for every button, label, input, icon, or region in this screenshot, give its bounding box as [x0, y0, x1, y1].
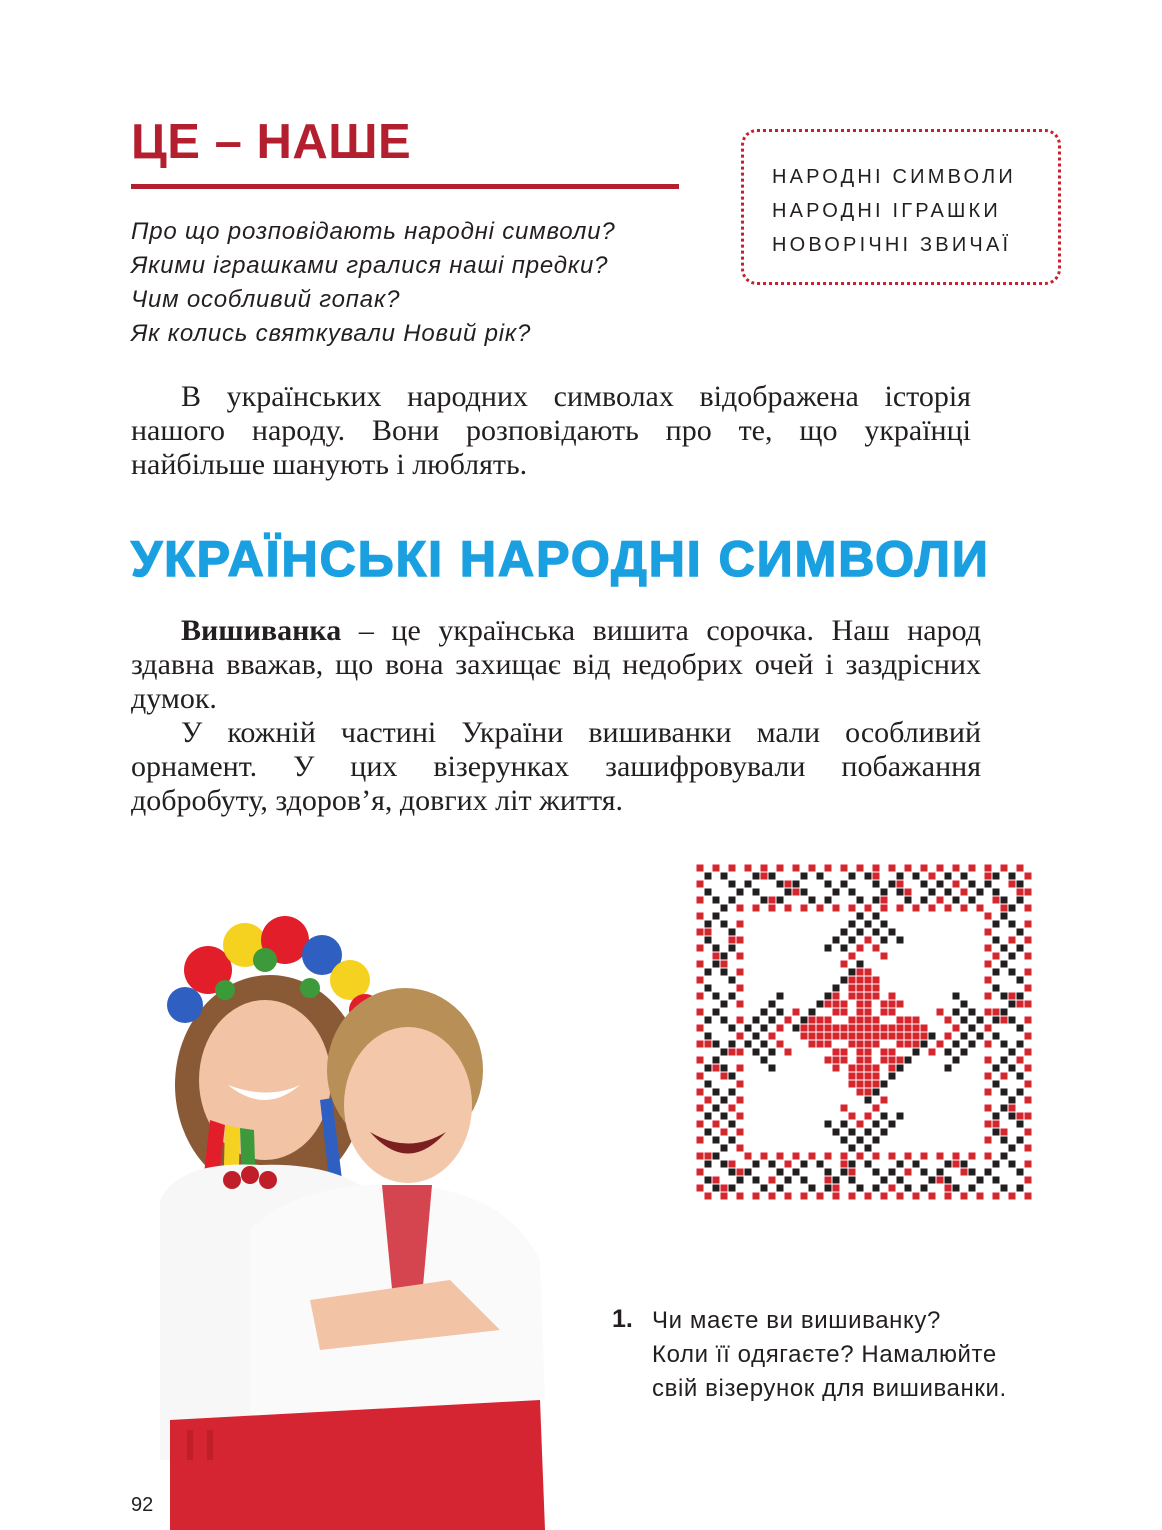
- vyshyvanka-definition: – це українська вишита сорочка. Наш народ здавна вважав, що вона захищає від недобрих очей і заздрісних думок.: [131, 614, 981, 715]
- question-item: Про що розповідають народні символи?: [131, 218, 616, 245]
- children-in-vyshyvanka-photo: [150, 900, 550, 1530]
- ornament-text: У кожній частині України вишиванки мали особливий орнамент. У цих візерунках зашифровували побажання добробуту, здоров’я, довгих літ життя.: [131, 716, 981, 817]
- intro-paragraph: [131, 380, 971, 482]
- question-item: Як колись святкували Новий рік?: [131, 320, 532, 347]
- task-line: Чи маєте ви вишиванку?: [652, 1307, 941, 1334]
- vyshyvanka-term: Вишиванка: [181, 614, 342, 647]
- topics-box: [741, 129, 1061, 285]
- symbols-heading: УКРАЇНСЬКІ НАРОДНІ СИМВОЛИ: [131, 531, 990, 587]
- topic-item: НАРОДНІ ІГРАШКИ: [772, 200, 1001, 222]
- topic-item: НОВОРІЧНІ ЗВИЧАЇ: [772, 234, 1012, 256]
- section-title: ЦЕ – НАШЕ: [131, 115, 412, 169]
- ornament-paragraph: [131, 716, 981, 818]
- section-questions: [131, 215, 691, 351]
- task-line: Коли її одягаєте? Намалюйте: [652, 1341, 997, 1368]
- topic-item: НАРОДНІ СИМВОЛИ: [772, 166, 1016, 188]
- task-number: 1.: [612, 1305, 633, 1333]
- task-line: свій візерунок для вишиванки.: [652, 1375, 1007, 1402]
- title-divider: [131, 184, 679, 189]
- task-text: [652, 1304, 1082, 1406]
- red-trousers: [170, 1400, 545, 1530]
- question-item: Якими іграшками гралися наші предки?: [131, 252, 609, 279]
- vyshyvanka-paragraph: [131, 614, 981, 716]
- intro-text: В українських народних символах відображена історія нашого народу. Вони розповідають про те, що українці найбільше шанують і люблять.: [131, 380, 971, 481]
- page-number: 92: [131, 1494, 154, 1516]
- embroidery-ornament-image: [696, 864, 1032, 1200]
- question-item: Чим особливий гопак?: [131, 286, 401, 313]
- boy-face: [344, 1027, 472, 1183]
